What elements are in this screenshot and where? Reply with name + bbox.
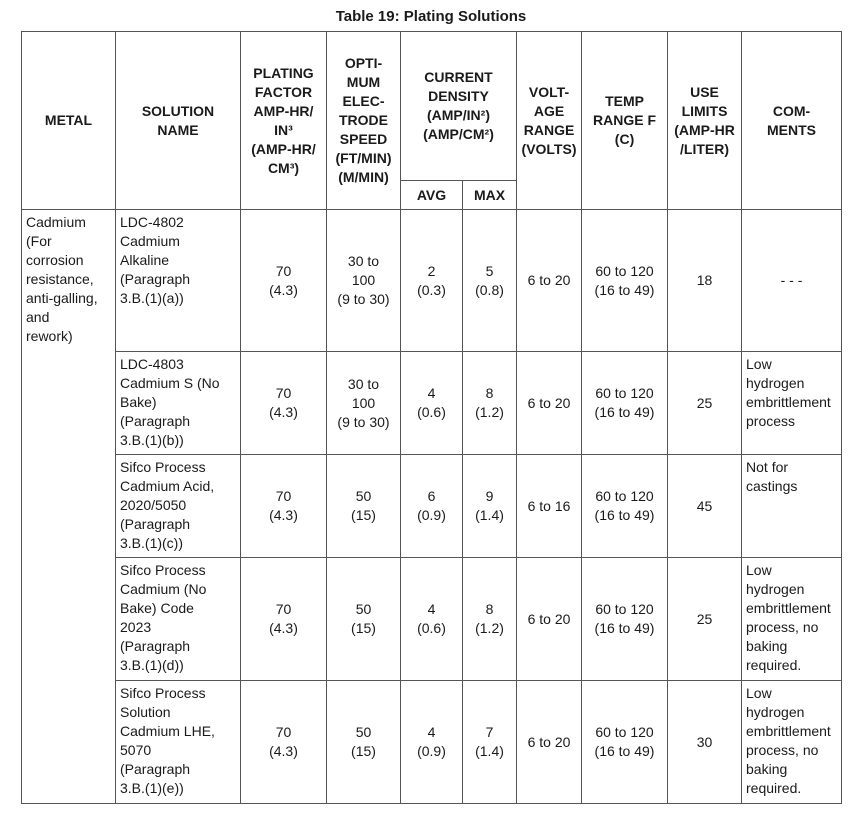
voltage-cell: 6 to 20	[517, 681, 582, 804]
comments-cell: Low hydrogen embrittlement process, no baking required.	[742, 558, 842, 681]
header-temp-range: TEMP RANGE F (C)	[582, 32, 668, 210]
header-voltage-range: VOLT- AGE RANGE (VOLTS)	[517, 32, 582, 210]
header-comments: COM- MENTS	[742, 32, 842, 210]
use-limits-cell: 25	[668, 352, 742, 455]
header-electrode-speed: OPTI- MUM ELEC- TRODE SPEED (FT/MIN) (M/MIN)	[327, 32, 401, 210]
header-max: MAX	[463, 181, 517, 210]
use-limits-cell: 25	[668, 558, 742, 681]
plating-factor-cell: 70 (4.3)	[241, 210, 327, 352]
header-metal: METAL	[22, 32, 116, 210]
speed-cell: 30 to 100 (9 to 30)	[327, 210, 401, 352]
temp-cell: 60 to 120 (16 to 49)	[582, 352, 668, 455]
header-current-density: CURRENT DENSITY (AMP/IN²) (AMP/CM²)	[401, 32, 517, 181]
plating-factor-cell: 70 (4.3)	[241, 352, 327, 455]
table-title: Table 19: Plating Solutions	[335, 8, 527, 25]
max-cell: 7 (1.4)	[463, 681, 517, 804]
table-row	[22, 352, 842, 455]
table-row	[22, 455, 842, 558]
max-cell: 9 (1.4)	[463, 455, 517, 558]
voltage-cell: 6 to 20	[517, 352, 582, 455]
table-row	[22, 681, 842, 804]
avg-cell: 2 (0.3)	[401, 210, 463, 352]
comments-cell: Low hydrogen embrittlement process	[742, 352, 842, 455]
temp-cell: 60 to 120 (16 to 49)	[582, 681, 668, 804]
solution-cell: Sifco Process Cadmium (No Bake) Code 2023 (Paragraph 3.B.(1)(d))	[116, 558, 241, 681]
speed-cell: 50 (15)	[327, 455, 401, 558]
use-limits-cell: 18	[668, 210, 742, 352]
header-solution-name: SOLUTION NAME	[116, 32, 241, 210]
voltage-cell: 6 to 20	[517, 558, 582, 681]
temp-cell: 60 to 120 (16 to 49)	[582, 210, 668, 352]
avg-cell: 4 (0.9)	[401, 681, 463, 804]
header-plating-factor: PLATING FACTOR AMP-HR/ IN³ (AMP-HR/ CM³)	[241, 32, 327, 210]
header-row-1	[22, 32, 842, 181]
solution-cell: LDC-4802 Cadmium Alkaline (Paragraph 3.B.(1)(a))	[116, 210, 241, 352]
avg-cell: 4 (0.6)	[401, 352, 463, 455]
max-cell: 5 (0.8)	[463, 210, 517, 352]
solution-cell: Sifco Process Solution Cadmium LHE, 5070 (Paragraph 3.B.(1)(e))	[116, 681, 241, 804]
avg-cell: 6 (0.9)	[401, 455, 463, 558]
metal-cell: Cadmium (For corrosion resistance, anti-galling, and rework)	[22, 210, 116, 804]
table-row	[22, 210, 842, 352]
header-avg: AVG	[401, 181, 463, 210]
max-cell: 8 (1.2)	[463, 352, 517, 455]
plating-factor-cell: 70 (4.3)	[241, 455, 327, 558]
plating-solutions-table	[21, 31, 842, 804]
voltage-cell: 6 to 20	[517, 210, 582, 352]
speed-cell: 50 (15)	[327, 558, 401, 681]
plating-factor-cell: 70 (4.3)	[241, 558, 327, 681]
voltage-cell: 6 to 16	[517, 455, 582, 558]
table-row	[22, 558, 842, 681]
comments-cell: Low hydrogen embrittlement process, no baking required.	[742, 681, 842, 804]
max-cell: 8 (1.2)	[463, 558, 517, 681]
temp-cell: 60 to 120 (16 to 49)	[582, 558, 668, 681]
solution-cell: Sifco Process Cadmium Acid, 2020/5050 (Paragraph 3.B.(1)(c))	[116, 455, 241, 558]
use-limits-cell: 45	[668, 455, 742, 558]
temp-cell: 60 to 120 (16 to 49)	[582, 455, 668, 558]
comments-cell: - - -	[742, 210, 842, 352]
speed-cell: 50 (15)	[327, 681, 401, 804]
solution-cell: LDC-4803 Cadmium S (No Bake) (Paragraph 3.B.(1)(b))	[116, 352, 241, 455]
comments-cell: Not for castings	[742, 455, 842, 558]
use-limits-cell: 30	[668, 681, 742, 804]
header-use-limits: USE LIMITS (AMP-HR /LITER)	[668, 32, 742, 210]
avg-cell: 4 (0.6)	[401, 558, 463, 681]
speed-cell: 30 to 100 (9 to 30)	[327, 352, 401, 455]
plating-factor-cell: 70 (4.3)	[241, 681, 327, 804]
